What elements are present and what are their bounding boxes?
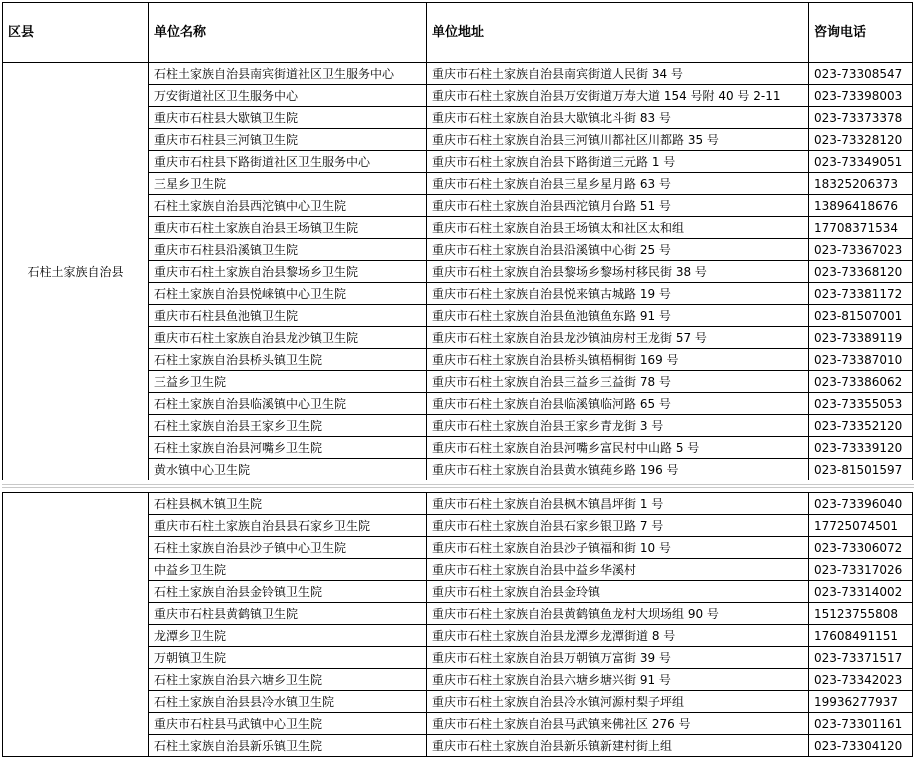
- section-gap: [0, 480, 916, 490]
- unit-name-cell: 石柱土家族自治县南宾街道社区卫生服务中心: [149, 63, 427, 85]
- address-cell: 重庆市石柱土家族自治县大歇镇北斗街 83 号: [427, 107, 809, 129]
- header-unit-name: 单位名称: [149, 3, 427, 63]
- unit-name-cell: 石柱土家族自治县新乐镇卫生院: [149, 735, 427, 757]
- header-district: 区县: [3, 3, 149, 63]
- unit-name-cell: 万安街道社区卫生服务中心: [149, 85, 427, 107]
- address-cell: 重庆市石柱土家族自治县河嘴乡富民村中山路 5 号: [427, 437, 809, 459]
- unit-name-cell: 石柱县枫木镇卫生院: [149, 493, 427, 515]
- phone-cell: 023-73342023: [809, 669, 913, 691]
- unit-name-cell: 石柱土家族自治县河嘴乡卫生院: [149, 437, 427, 459]
- address-cell: 重庆市石柱土家族自治县西沱镇月台路 51 号: [427, 195, 809, 217]
- phone-cell: 023-73398003: [809, 85, 913, 107]
- unit-name-cell: 三星乡卫生院: [149, 173, 427, 195]
- phone-cell: 023-73308547: [809, 63, 913, 85]
- unit-name-cell: 重庆市石柱县下路街道社区卫生服务中心: [149, 151, 427, 173]
- header-address: 单位地址: [427, 3, 809, 63]
- phone-cell: 17708371534: [809, 217, 913, 239]
- district-cell: 石柱土家族自治县: [3, 63, 149, 481]
- unit-name-cell: 石柱土家族自治县悦崃镇中心卫生院: [149, 283, 427, 305]
- phone-cell: 023-73387010: [809, 349, 913, 371]
- unit-name-cell: 黄水镇中心卫生院: [149, 459, 427, 481]
- phone-cell: 023-73352120: [809, 415, 913, 437]
- phone-cell: 023-81507001: [809, 305, 913, 327]
- unit-name-cell: 重庆市石柱土家族自治县龙沙镇卫生院: [149, 327, 427, 349]
- phone-cell: 023-73396040: [809, 493, 913, 515]
- clinic-table-top: [2, 2, 913, 481]
- unit-name-cell: 石柱土家族自治县沙子镇中心卫生院: [149, 537, 427, 559]
- address-cell: 重庆市石柱土家族自治县鱼池镇鱼东路 91 号: [427, 305, 809, 327]
- unit-name-cell: 重庆市石柱县黄鹤镇卫生院: [149, 603, 427, 625]
- unit-name-cell: 重庆市石柱土家族自治县王场镇卫生院: [149, 217, 427, 239]
- phone-cell: 023-73368120: [809, 261, 913, 283]
- unit-name-cell: 石柱土家族自治县临溪镇中心卫生院: [149, 393, 427, 415]
- phone-cell: 18325206373: [809, 173, 913, 195]
- table-row: [3, 63, 913, 85]
- unit-name-cell: 石柱土家族自治县桥头镇卫生院: [149, 349, 427, 371]
- table-row: [3, 493, 913, 515]
- district-cell: [3, 493, 149, 757]
- phone-cell: 023-73355053: [809, 393, 913, 415]
- address-cell: 重庆市石柱土家族自治县悦来镇古城路 19 号: [427, 283, 809, 305]
- address-cell: 重庆市石柱土家族自治县南宾街道人民街 34 号: [427, 63, 809, 85]
- table-body-bottom: [3, 493, 913, 757]
- divider-line: [2, 484, 914, 485]
- unit-name-cell: 重庆市石柱县马武镇中心卫生院: [149, 713, 427, 735]
- header-phone: 咨询电话: [809, 3, 913, 63]
- address-cell: 重庆市石柱土家族自治县下路街道三元路 1 号: [427, 151, 809, 173]
- divider-line: [2, 487, 914, 488]
- address-cell: 重庆市石柱土家族自治县马武镇来佛社区 276 号: [427, 713, 809, 735]
- table-body-top: [3, 63, 913, 481]
- unit-name-cell: 重庆市石柱土家族自治县县石家乡卫生院: [149, 515, 427, 537]
- phone-cell: 15123755808: [809, 603, 913, 625]
- phone-cell: 023-73328120: [809, 129, 913, 151]
- phone-cell: 023-73304120: [809, 735, 913, 757]
- unit-name-cell: 重庆市石柱县沿溪镇卫生院: [149, 239, 427, 261]
- phone-cell: 023-73381172: [809, 283, 913, 305]
- unit-name-cell: 石柱土家族自治县西沱镇中心卫生院: [149, 195, 427, 217]
- address-cell: 重庆市石柱土家族自治县新乐镇新建村街上组: [427, 735, 809, 757]
- address-cell: 重庆市石柱土家族自治县桥头镇梧桐街 169 号: [427, 349, 809, 371]
- unit-name-cell: 中益乡卫生院: [149, 559, 427, 581]
- phone-cell: 023-73373378: [809, 107, 913, 129]
- address-cell: 重庆市石柱土家族自治县黄水镇莼乡路 196 号: [427, 459, 809, 481]
- phone-cell: 17608491151: [809, 625, 913, 647]
- address-cell: 重庆市石柱土家族自治县临溪镇临河路 65 号: [427, 393, 809, 415]
- address-cell: 重庆市石柱土家族自治县石家乡银卫路 7 号: [427, 515, 809, 537]
- address-cell: 重庆市石柱土家族自治县万朝镇万富街 39 号: [427, 647, 809, 669]
- address-cell: 重庆市石柱土家族自治县三河镇川都社区川都路 35 号: [427, 129, 809, 151]
- unit-name-cell: 石柱土家族自治县县冷水镇卫生院: [149, 691, 427, 713]
- address-cell: 重庆市石柱土家族自治县中益乡华溪村: [427, 559, 809, 581]
- phone-cell: 023-73389119: [809, 327, 913, 349]
- unit-name-cell: 重庆市石柱县三河镇卫生院: [149, 129, 427, 151]
- phone-cell: 023-73314002: [809, 581, 913, 603]
- address-cell: 重庆市石柱土家族自治县沙子镇福和街 10 号: [427, 537, 809, 559]
- address-cell: 重庆市石柱土家族自治县三星乡星月路 63 号: [427, 173, 809, 195]
- address-cell: 重庆市石柱土家族自治县龙沙镇油房村王龙街 57 号: [427, 327, 809, 349]
- header-row: [3, 3, 913, 63]
- clinic-table-bottom: [2, 492, 913, 757]
- address-cell: 重庆市石柱土家族自治县王场镇太和社区太和组: [427, 217, 809, 239]
- address-cell: 重庆市石柱土家族自治县六塘乡塘兴街 91 号: [427, 669, 809, 691]
- phone-cell: 17725074501: [809, 515, 913, 537]
- address-cell: 重庆市石柱土家族自治县沿溪镇中心街 25 号: [427, 239, 809, 261]
- unit-name-cell: 重庆市石柱县鱼池镇卫生院: [149, 305, 427, 327]
- address-cell: 重庆市石柱土家族自治县金玲镇: [427, 581, 809, 603]
- unit-name-cell: 重庆市石柱县大歇镇卫生院: [149, 107, 427, 129]
- address-cell: 重庆市石柱土家族自治县王家乡青龙街 3 号: [427, 415, 809, 437]
- phone-cell: 023-81501597: [809, 459, 913, 481]
- unit-name-cell: 石柱土家族自治县六塘乡卫生院: [149, 669, 427, 691]
- unit-name-cell: 石柱土家族自治县金铃镇卫生院: [149, 581, 427, 603]
- address-cell: 重庆市石柱土家族自治县三益乡三益街 78 号: [427, 371, 809, 393]
- phone-cell: 13896418676: [809, 195, 913, 217]
- unit-name-cell: 万朝镇卫生院: [149, 647, 427, 669]
- phone-cell: 19936277937: [809, 691, 913, 713]
- phone-cell: 023-73317026: [809, 559, 913, 581]
- unit-name-cell: 石柱土家族自治县王家乡卫生院: [149, 415, 427, 437]
- unit-name-cell: 重庆市石柱土家族自治县黎场乡卫生院: [149, 261, 427, 283]
- phone-cell: 023-73349051: [809, 151, 913, 173]
- address-cell: 重庆市石柱土家族自治县万安街道万寿大道 154 号附 40 号 2-11: [427, 85, 809, 107]
- unit-name-cell: 龙潭乡卫生院: [149, 625, 427, 647]
- phone-cell: 023-73301161: [809, 713, 913, 735]
- phone-cell: 023-73339120: [809, 437, 913, 459]
- phone-cell: 023-73371517: [809, 647, 913, 669]
- phone-cell: 023-73367023: [809, 239, 913, 261]
- address-cell: 重庆市石柱土家族自治县黄鹤镇鱼龙村大坝场组 90 号: [427, 603, 809, 625]
- phone-cell: 023-73306072: [809, 537, 913, 559]
- address-cell: 重庆市石柱土家族自治县冷水镇河源村梨子坪组: [427, 691, 809, 713]
- phone-cell: 023-73386062: [809, 371, 913, 393]
- address-cell: 重庆市石柱土家族自治县黎场乡黎场村移民街 38 号: [427, 261, 809, 283]
- address-cell: 重庆市石柱土家族自治县枫木镇昌坪街 1 号: [427, 493, 809, 515]
- unit-name-cell: 三益乡卫生院: [149, 371, 427, 393]
- address-cell: 重庆市石柱土家族自治县龙潭乡龙潭街道 8 号: [427, 625, 809, 647]
